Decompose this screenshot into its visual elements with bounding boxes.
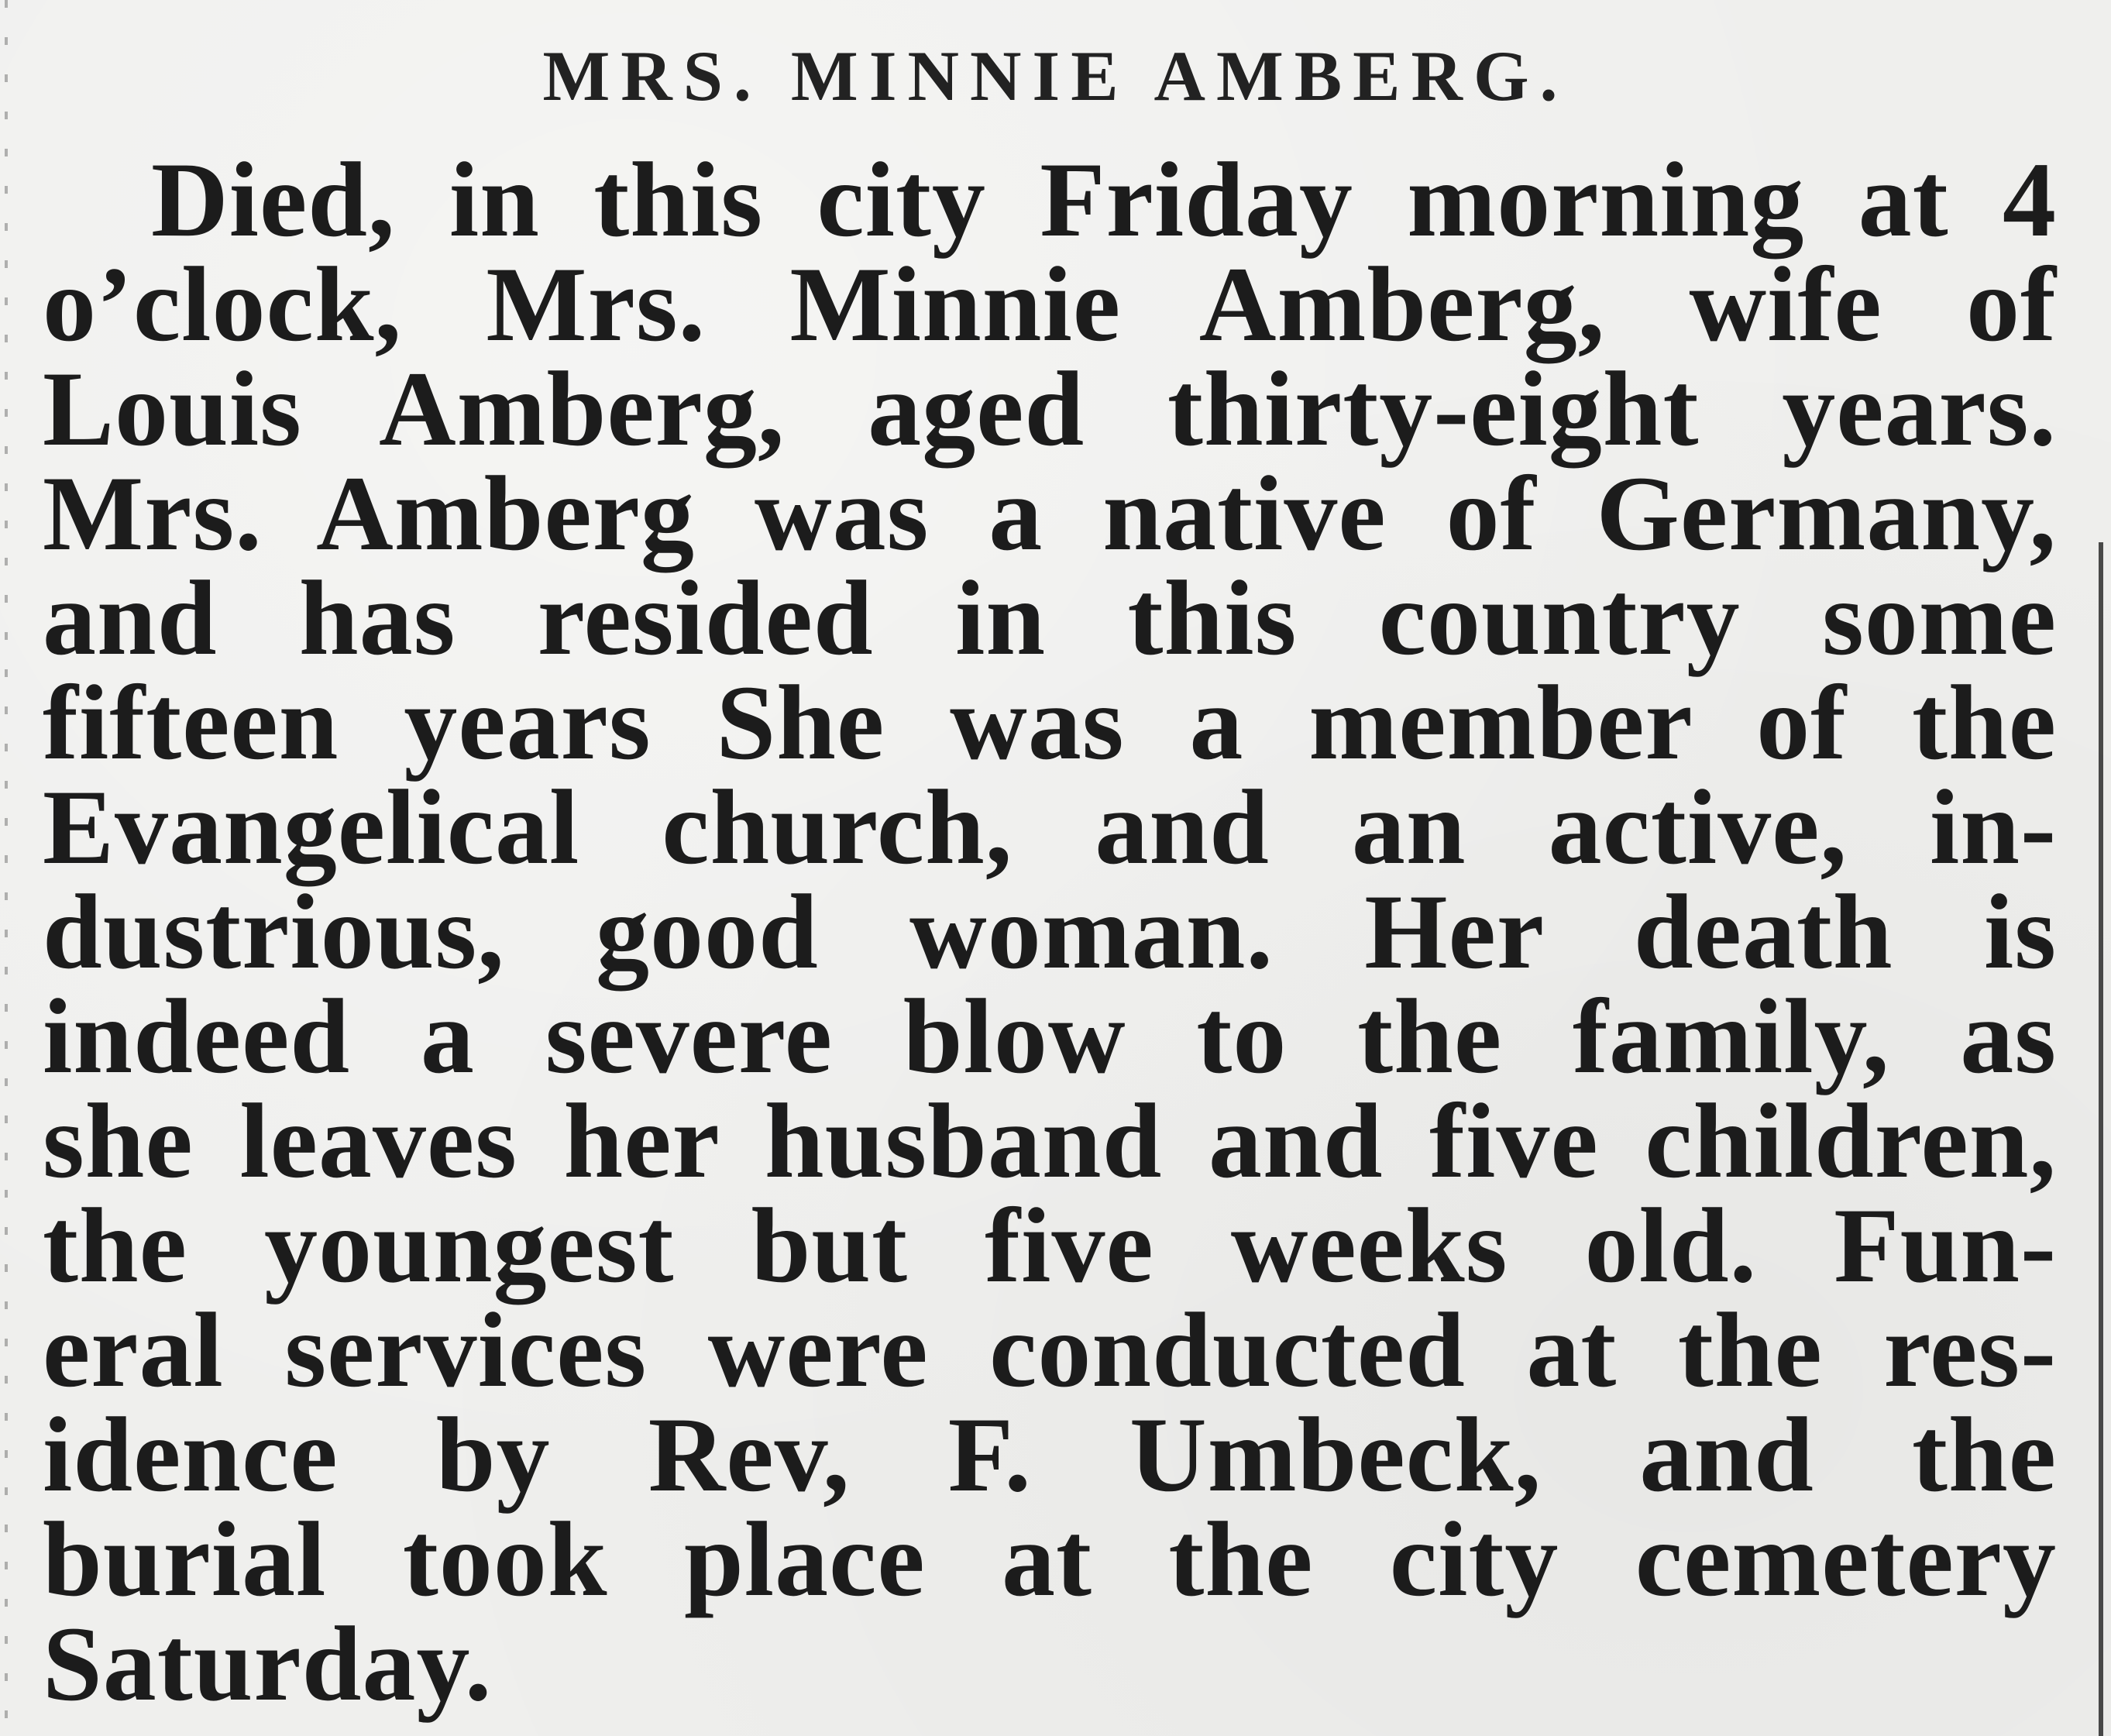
article-line: dustrious, good woman. Her death is: [43, 872, 2057, 991]
column-rule-right: [2099, 542, 2103, 1736]
article-line: fifteen years She was a member of the: [43, 663, 2057, 782]
article-line: Evangelical church, and an active, in-: [43, 768, 2057, 886]
article-line: idence by Rev, F. Umbeck, and the: [43, 1395, 2057, 1514]
article-line: Saturday.: [43, 1604, 493, 1723]
article-line: Louis Amberg, aged thirty-eight years.: [43, 349, 2057, 468]
article-line: indeed a severe blow to the family, as: [43, 977, 2057, 1095]
article-line: eral services were conducted at the res-: [43, 1291, 2057, 1409]
article-line: o’clock, Mrs. Minnie Amberg, wife of: [43, 245, 2057, 363]
article-line: burial took place at the city cemetery: [43, 1500, 2057, 1618]
article-line: Mrs. Amberg was a native of Germany,: [43, 454, 2057, 572]
obituary-body: [43, 140, 2057, 1723]
article-line: and has resided in this country some: [43, 559, 2057, 677]
article-line: the youngest but five weeks old. Fun-: [43, 1186, 2057, 1305]
article-line: Died, in this city Friday morning at 4: [151, 140, 2057, 259]
article-line: she leaves her husband and five children,: [43, 1081, 2057, 1200]
column-rule-left: [5, 0, 8, 1736]
obituary-headline: MRS. MINNIE AMBERG.: [542, 36, 1569, 115]
